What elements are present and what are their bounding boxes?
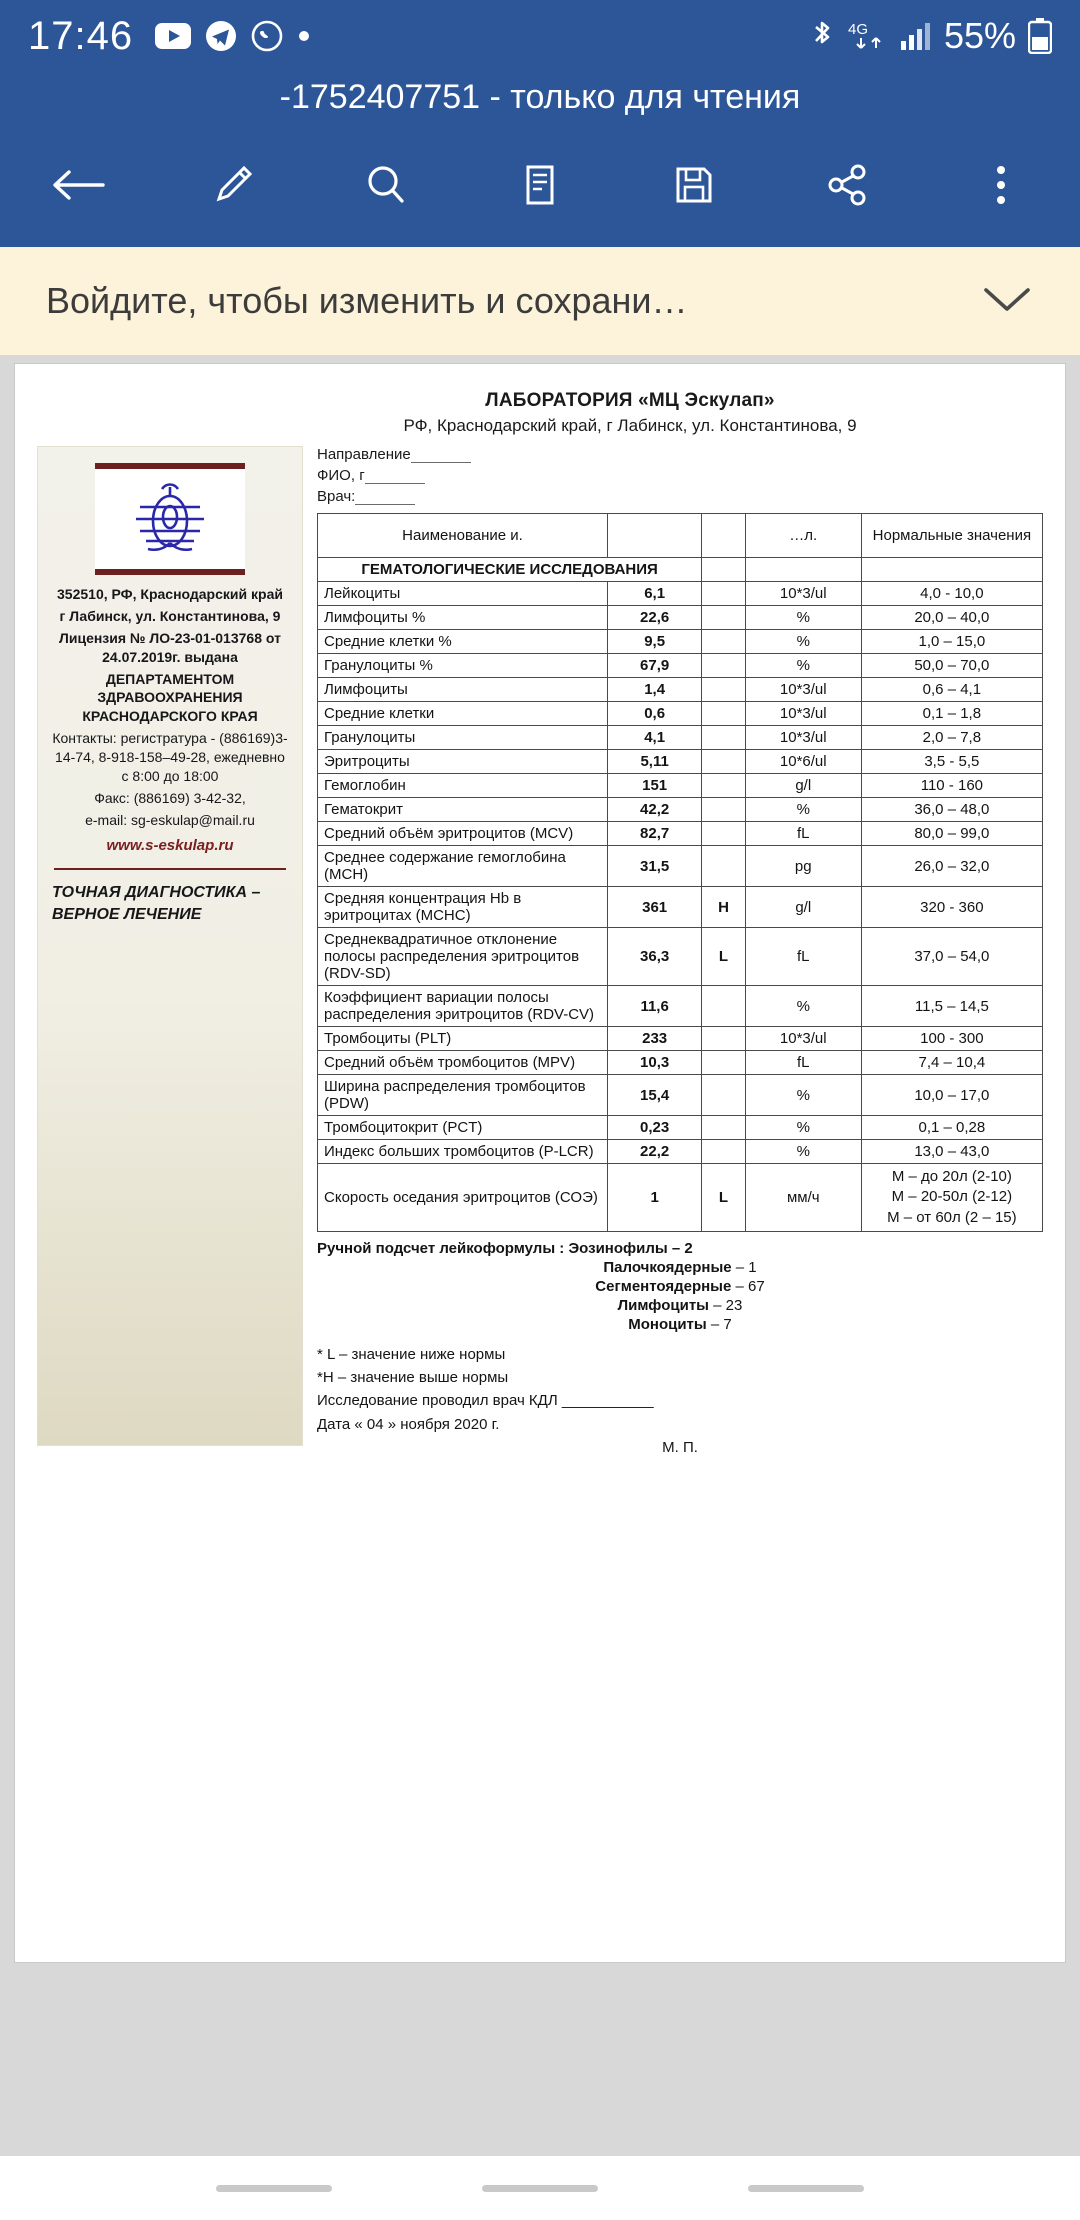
cell-flag: L (702, 1164, 746, 1232)
cell-name: Среднее содержание гемоглобина (MCH) (318, 846, 608, 887)
sidebar-slogan: ТОЧНАЯ ДИАГНОСТИКА – ВЕРНОЕ ЛЕЧЕНИЕ (52, 883, 261, 923)
cell-flag (702, 798, 746, 822)
cell-flag (702, 822, 746, 846)
cell-name: Лимфоциты % (318, 606, 608, 630)
cell-value: 1 (608, 1164, 702, 1232)
cell-flag (702, 750, 746, 774)
cell-norm: 100 - 300 (861, 1027, 1042, 1051)
cell-unit: fL (745, 928, 861, 986)
cell-norm: 36,0 – 48,0 (861, 798, 1042, 822)
document-title: -1752407751 - только для чтения (279, 78, 801, 116)
cell-norm: 4,0 - 10,0 (861, 582, 1042, 606)
results-table-body (318, 558, 1043, 1232)
cell-name: Индекс больших тромбоцитов (P-LCR) (318, 1140, 608, 1164)
table-row (318, 702, 1043, 726)
table-row (318, 822, 1043, 846)
cell-norm: 7,4 – 10,4 (861, 1051, 1042, 1075)
cell-flag: H (702, 887, 746, 928)
cell-norm: 0,1 – 1,8 (861, 702, 1042, 726)
table-row (318, 582, 1043, 606)
telegram-icon (205, 20, 237, 52)
cell-unit: 10*3/ul (745, 678, 861, 702)
manual-leukoformula (317, 1240, 1043, 1333)
table-row (318, 798, 1043, 822)
cell-norm: 11,5 – 14,5 (861, 986, 1042, 1027)
svg-text:4G: 4G (847, 21, 868, 38)
cell-value: 0,23 (608, 1116, 702, 1140)
cell-unit: 10*3/ul (745, 726, 861, 750)
sidebar-address-2: г Лабинск, ул. Константинова, 9 (59, 607, 281, 624)
cell-name: Тромбоциты (PLT) (318, 1027, 608, 1051)
cell-unit: 10*6/ul (745, 750, 861, 774)
cell-norm: 0,6 – 4,1 (861, 678, 1042, 702)
th-norm: Нормальные значения (861, 514, 1042, 558)
cell-name: Гематокрит (318, 798, 608, 822)
results-table (317, 513, 1043, 1232)
cell-norm: 20,0 – 40,0 (861, 606, 1042, 630)
cell-flag (702, 726, 746, 750)
whatsapp-icon (251, 20, 283, 52)
cell-flag (702, 606, 746, 630)
sidebar-address-1: 352510, РФ, Краснодарский край (57, 586, 283, 602)
share-icon[interactable] (804, 142, 890, 228)
table-row (318, 928, 1043, 986)
cell-value: 151 (608, 774, 702, 798)
table-header-row (318, 514, 1043, 558)
cell-name: Средняя концентрация Hb в эритроцитах (MCHC) (318, 887, 608, 928)
battery-icon (1028, 18, 1052, 54)
cell-unit: % (745, 654, 861, 678)
lab-title: ЛАБОРАТОРИЯ «МЦ Эскулап» (485, 390, 775, 411)
battery-percentage: 55% (943, 15, 1016, 56)
cell-name: Среднеквадратичное отклонение полосы распределения эритроцитов (RDV-SD) (318, 928, 608, 986)
status-bar-clock: 17:46 (28, 13, 134, 58)
home-button[interactable] (482, 2185, 598, 2192)
cell-unit: fL (745, 1051, 861, 1075)
document-icon[interactable] (497, 142, 583, 228)
app-bar (0, 72, 1080, 247)
chevron-down-icon[interactable] (980, 282, 1034, 321)
cell-name: Средние клетки (318, 702, 608, 726)
footnote-stamp: М. П. (662, 1438, 698, 1456)
cell-norm: 3,5 - 5,5 (861, 750, 1042, 774)
cell-name: Эритроциты (318, 750, 608, 774)
sidebar-website: www.s-eskulap.ru (106, 836, 234, 854)
th-name: Наименование и. (318, 514, 608, 558)
cell-name: Гемоглобин (318, 774, 608, 798)
cell-norm: 320 - 360 (861, 887, 1042, 928)
footnotes (317, 1343, 1043, 1459)
cell-value: 4,1 (608, 726, 702, 750)
cell-norm: 0,1 – 0,28 (861, 1116, 1042, 1140)
cell-unit: g/l (745, 887, 861, 928)
cell-value: 22,2 (608, 1140, 702, 1164)
document-page (14, 363, 1066, 1963)
cell-norm: 1,0 – 15,0 (861, 630, 1042, 654)
cell-flag (702, 1075, 746, 1116)
th-unit: …л. (745, 514, 861, 558)
dot-icon (297, 29, 311, 43)
sidebar-license: Лицензия № ЛО-23-01-013768 от 24.07.2019г. выдана (59, 629, 281, 665)
cell-unit: g/l (745, 774, 861, 798)
status-bar-system-icons (808, 15, 1052, 57)
sidebar-email: e-mail: sg-eskulap@mail.ru (85, 811, 255, 828)
cell-unit: % (745, 1140, 861, 1164)
cell-norm: 10,0 – 17,0 (861, 1075, 1042, 1116)
cell-value: 1,4 (608, 678, 702, 702)
table-row (318, 654, 1043, 678)
cell-flag: L (702, 928, 746, 986)
back-arrow-icon[interactable] (36, 142, 122, 228)
cell-value: 82,7 (608, 822, 702, 846)
cell-norm: 50,0 – 70,0 (861, 654, 1042, 678)
field-doctor: Врач: (317, 488, 1043, 505)
field-napravlenie: Направление (317, 446, 1043, 463)
back-button[interactable] (748, 2185, 864, 2192)
cell-name: Гранулоциты (318, 726, 608, 750)
cell-name: Тромбоцитокрит (PCT) (318, 1116, 608, 1140)
cell-value: 233 (608, 1027, 702, 1051)
cell-value: 42,2 (608, 798, 702, 822)
cell-unit: 10*3/ul (745, 582, 861, 606)
manual-item-3: Лимфоциты – 23 (617, 1296, 743, 1314)
table-section-row (318, 558, 1043, 582)
cell-flag (702, 630, 746, 654)
cell-value: 10,3 (608, 1051, 702, 1075)
manual-item-0: Эозинофилы – 2 (568, 1239, 693, 1257)
sidebar-contacts: Контакты: регистратура - (886169)3-14-74, 8-918-158–49-28, ежедневно с 8:00 до 18:00 (52, 730, 288, 785)
status-bar-notification-icons (155, 20, 311, 52)
cell-name: Средний объём эритроцитов (MCV) (318, 822, 608, 846)
report-main-column (303, 446, 1043, 1459)
cell-value: 67,9 (608, 654, 702, 678)
edit-pencil-icon[interactable] (190, 142, 276, 228)
cell-unit: 10*3/ul (745, 1027, 861, 1051)
footnote-date: Дата « 04 » ноября 2020 г. (317, 1415, 500, 1433)
cell-flag (702, 678, 746, 702)
sidebar-divider (54, 868, 286, 870)
cell-flag (702, 1140, 746, 1164)
cell-unit: % (745, 986, 861, 1027)
document-header (217, 390, 1043, 436)
app-bar-actions (0, 133, 1080, 237)
cell-flag (702, 986, 746, 1027)
cell-unit: % (745, 798, 861, 822)
cell-value: 361 (608, 887, 702, 928)
document-viewport[interactable] (0, 355, 1080, 2156)
lab-address: РФ, Краснодарский край, г Лабинск, ул. Константинова, 9 (403, 416, 857, 435)
cell-unit: % (745, 630, 861, 654)
table-row (318, 1140, 1043, 1164)
recents-button[interactable] (216, 2185, 332, 2192)
table-row (318, 986, 1043, 1027)
cell-value: 6,1 (608, 582, 702, 606)
cell-norm: 13,0 – 43,0 (861, 1140, 1042, 1164)
footnote-doctor: Исследование проводил врач КДЛ ___________ (317, 1392, 654, 1410)
table-row (318, 1075, 1043, 1116)
cell-norm: 37,0 – 54,0 (861, 928, 1042, 986)
table-row (318, 887, 1043, 928)
th-value (608, 514, 702, 558)
table-row (318, 774, 1043, 798)
bluetooth-icon (808, 19, 836, 53)
letterhead-sidebar (37, 446, 303, 1446)
footnote-low: * L – значение ниже нормы (317, 1345, 506, 1363)
table-row (318, 606, 1043, 630)
signal-icon (900, 21, 932, 51)
cell-value: 11,6 (608, 986, 702, 1027)
cell-name: Средние клетки % (318, 630, 608, 654)
table-row (318, 726, 1043, 750)
cell-norm: 110 - 160 (861, 774, 1042, 798)
cell-unit: 10*3/ul (745, 702, 861, 726)
cell-flag (702, 654, 746, 678)
table-row (318, 1051, 1043, 1075)
cell-flag (702, 1116, 746, 1140)
search-icon[interactable] (343, 142, 429, 228)
cell-flag (702, 1027, 746, 1051)
cell-value: 9,5 (608, 630, 702, 654)
system-navigation-bar (0, 2156, 1080, 2220)
cell-norm: 80,0 – 99,0 (861, 822, 1042, 846)
cell-norm: М – до 20л (2-10) М – 20-50л (2-12) М – от 60л (2 – 15) (861, 1164, 1042, 1232)
cell-value: 15,4 (608, 1075, 702, 1116)
cell-unit: % (745, 1116, 861, 1140)
table-row (318, 630, 1043, 654)
cell-flag (702, 846, 746, 887)
cell-name: Гранулоциты % (318, 654, 608, 678)
field-fio: ФИО, г (317, 467, 1043, 484)
cell-value: 0,6 (608, 702, 702, 726)
section-title: ГЕМАТОЛОГИЧЕСКИЕ ИССЛЕДОВАНИЯ (318, 558, 702, 582)
manual-item-4: Моноциты – 7 (628, 1315, 732, 1333)
cell-unit: pg (745, 846, 861, 887)
cell-name: Скорость оседания эритроцитов (СОЭ) (318, 1164, 608, 1232)
manual-item-1: Палочкоядерные – 1 (603, 1258, 757, 1276)
cell-value: 36,3 (608, 928, 702, 986)
cell-flag (702, 774, 746, 798)
caduceus-logo (95, 463, 245, 575)
table-row (318, 1116, 1043, 1140)
sidebar-issuer: ДЕПАРТАМЕНТОМ ЗДРАВООХРАНЕНИЯ КРАСНОДАРСКОГО КРАЯ (82, 670, 258, 725)
overflow-menu-icon[interactable] (958, 142, 1044, 228)
table-row (318, 750, 1043, 774)
th-flag (702, 514, 746, 558)
cell-unit: % (745, 1075, 861, 1116)
manual-item-2: Сегментоядерные – 67 (595, 1277, 765, 1295)
cell-unit: мм/ч (745, 1164, 861, 1232)
cell-unit: % (745, 606, 861, 630)
cell-unit: fL (745, 822, 861, 846)
cell-norm: 2,0 – 7,8 (861, 726, 1042, 750)
cell-name: Лимфоциты (318, 678, 608, 702)
table-row (318, 1027, 1043, 1051)
table-row (318, 846, 1043, 887)
manual-title-line: Ручной подсчет лейкоформулы : Эозинофилы – 2 (317, 1239, 693, 1257)
cell-flag (702, 702, 746, 726)
table-row (318, 1164, 1043, 1232)
sidebar-fax: Факс: (886169) 3-42-32, (94, 789, 246, 806)
table-row (318, 678, 1043, 702)
cell-value: 31,5 (608, 846, 702, 887)
signin-banner[interactable] (0, 247, 1080, 355)
4g-icon (848, 19, 888, 53)
cell-name: Средний объём тромбоцитов (MPV) (318, 1051, 608, 1075)
save-icon[interactable] (651, 142, 737, 228)
cell-value: 5,11 (608, 750, 702, 774)
cell-name: Лейкоциты (318, 582, 608, 606)
cell-name: Коэффициент вариации полосы распределения эритроцитов (RDV-CV) (318, 986, 608, 1027)
cell-value: 22,6 (608, 606, 702, 630)
cell-flag (702, 1051, 746, 1075)
footnote-high: *H – значение выше нормы (317, 1369, 509, 1386)
cell-name: Ширина распределения тромбоцитов (PDW) (318, 1075, 608, 1116)
cell-norm: 26,0 – 32,0 (861, 846, 1042, 887)
cell-flag (702, 582, 746, 606)
signin-banner-text: Войдите, чтобы изменить и сохрани… (46, 280, 688, 321)
youtube-icon (155, 23, 191, 49)
status-bar (0, 0, 1080, 72)
